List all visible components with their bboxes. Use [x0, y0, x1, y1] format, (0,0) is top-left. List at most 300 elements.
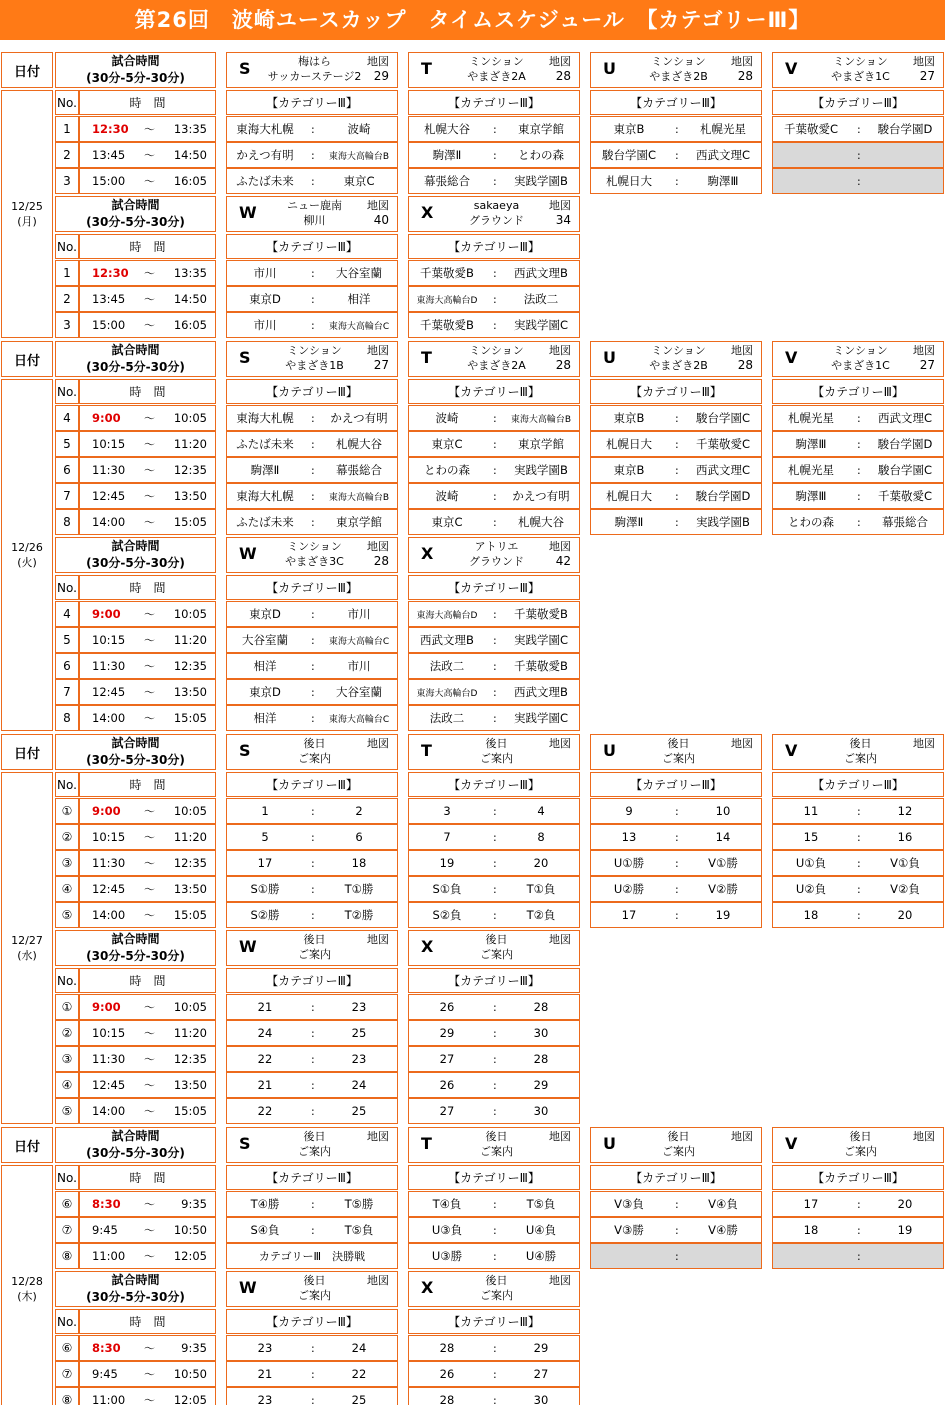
map-number: 28: [373, 554, 389, 568]
tilde: ～: [144, 712, 155, 725]
venue-letter: U: [603, 348, 616, 367]
colon: :: [675, 1249, 679, 1263]
start-time: 12:45: [92, 882, 126, 896]
map-label: 地図: [549, 199, 571, 212]
colon: :: [311, 685, 315, 699]
match-row: [408, 705, 580, 731]
team-home: 13: [621, 830, 637, 844]
start-time: 12:45: [92, 685, 126, 699]
team-away: 西武文理C: [695, 463, 751, 477]
map-number: 34: [555, 213, 571, 227]
venue-header: [226, 196, 398, 232]
tilde: ～: [144, 123, 155, 136]
match-row: [590, 457, 762, 483]
category-label: 【カテゴリーⅢ】: [590, 772, 762, 797]
match-number: 8: [55, 509, 79, 535]
team-away: 大谷室蘭: [336, 266, 382, 280]
team-away: 駿台学園D: [877, 437, 933, 451]
match-number: 6: [55, 653, 79, 679]
match-row: [226, 902, 398, 928]
end-time: 11:20: [173, 633, 207, 647]
no-header: No.: [55, 90, 79, 115]
match-row: [590, 1191, 762, 1217]
team-away: 28: [533, 1000, 549, 1014]
venue-field: ご案内: [480, 1145, 513, 1158]
match-number: ⑦: [55, 1217, 79, 1243]
end-time: 12:05: [173, 1393, 207, 1405]
team-home: 5: [261, 830, 269, 844]
team-away: 駿台学園D: [877, 122, 933, 136]
time-col-header: 時 間: [79, 1309, 216, 1334]
match-row: [408, 1046, 580, 1072]
time-range: [79, 312, 216, 338]
team-home: ふたば未来: [236, 437, 294, 451]
colon: :: [311, 659, 315, 673]
match-row: [772, 876, 944, 902]
match-number: ⑦: [55, 1361, 79, 1387]
match-row: [590, 509, 762, 535]
tilde: ～: [144, 805, 155, 818]
venue-name: 梅はら: [298, 55, 331, 68]
team-away: 東海大高輪台B: [328, 151, 390, 162]
match-number: ④: [55, 876, 79, 902]
venue-field: ご案内: [844, 1145, 877, 1158]
venue-letter: X: [421, 937, 434, 956]
map-label: 地図: [367, 540, 389, 553]
end-time: 10:50: [173, 1367, 207, 1381]
no-header: No.: [55, 1165, 79, 1190]
time-header-range: (30分-5分-30分): [86, 71, 185, 85]
team-away: 千葉敬愛B: [514, 659, 568, 673]
tilde: ～: [144, 1001, 155, 1014]
tilde: ～: [144, 1368, 155, 1381]
date-cell: [1, 90, 53, 338]
no-header: No.: [55, 968, 79, 993]
colon: :: [857, 804, 861, 818]
colon: :: [857, 437, 861, 451]
match-row: [772, 798, 944, 824]
map-label: 地図: [913, 1130, 935, 1143]
team-home: 7: [443, 830, 451, 844]
venue-name: 後日: [667, 1130, 690, 1143]
end-time: 10:05: [173, 411, 207, 425]
match-row: [408, 1072, 580, 1098]
colon: :: [493, 122, 497, 136]
time-range: [79, 457, 216, 483]
match-row: [590, 142, 762, 168]
match-row: [226, 116, 398, 142]
match-number: ⑥: [55, 1335, 79, 1361]
match-row: [226, 601, 398, 627]
colon: :: [493, 1341, 497, 1355]
team-home: 1: [261, 804, 269, 818]
tilde: ～: [144, 857, 155, 870]
tilde: ～: [144, 1105, 155, 1118]
team-home: とわの森: [424, 463, 470, 477]
map-label: 地図: [367, 933, 389, 946]
colon: :: [493, 1052, 497, 1066]
day-of-week: (木): [17, 1290, 37, 1303]
team-home: 相洋: [253, 711, 277, 725]
team-home: 11: [803, 804, 819, 818]
team-away: 12: [897, 804, 913, 818]
page-title: 第26回 波崎ユースカップ タイムスケジュール 【カテゴリーⅢ】: [0, 0, 945, 40]
venue-header: [408, 1271, 580, 1307]
time-range: [79, 483, 216, 509]
end-time: 9:35: [181, 1197, 207, 1211]
team-away: 札幌大谷: [518, 515, 564, 529]
venue-field: ご案内: [480, 948, 513, 961]
map-label: 地図: [367, 199, 389, 212]
team-away: 西武文理B: [514, 685, 568, 699]
colon: :: [493, 174, 497, 188]
start-time: 9:00: [92, 607, 121, 621]
colon: :: [311, 1052, 315, 1066]
time-range: [79, 1072, 216, 1098]
final-match: カテゴリーⅢ 決勝戦: [226, 1243, 398, 1269]
team-away: 実践学園B: [514, 463, 568, 477]
colon: :: [675, 489, 679, 503]
colon: :: [675, 908, 679, 922]
match-number: ④: [55, 1072, 79, 1098]
end-time: 13:50: [173, 1078, 207, 1092]
end-time: 11:20: [173, 1026, 207, 1040]
team-home: U③勝: [431, 1249, 463, 1263]
time-range: [79, 705, 216, 731]
venue-name: ミンション: [833, 55, 888, 68]
team-home: 3: [443, 804, 451, 818]
team-away: 実践学園B: [514, 174, 568, 188]
tilde: ～: [144, 686, 155, 699]
colon: :: [493, 607, 497, 621]
start-time: 14:00: [92, 908, 126, 922]
venue-name: 後日: [485, 737, 508, 750]
venue-letter: S: [239, 348, 251, 367]
time-range: [79, 1098, 216, 1124]
match-row: [226, 1335, 398, 1361]
team-away: とわの森: [518, 148, 564, 162]
date-cell: [1, 772, 53, 1124]
start-time: 10:15: [92, 633, 126, 647]
category-label: 【カテゴリーⅢ】: [772, 1165, 944, 1190]
team-away: 30: [533, 1026, 549, 1040]
venue-field: ご案内: [298, 1145, 331, 1158]
team-away: 20: [533, 856, 549, 870]
tilde: ～: [144, 1079, 155, 1092]
colon: :: [493, 1026, 497, 1040]
match-number: 3: [55, 168, 79, 194]
venue-letter: V: [785, 348, 798, 367]
tilde: ～: [144, 464, 155, 477]
team-home: 駒澤Ⅱ: [250, 463, 280, 477]
colon: :: [493, 659, 497, 673]
team-home: 26: [439, 1078, 455, 1092]
map-label: 地図: [367, 1130, 389, 1143]
colon: :: [493, 1367, 497, 1381]
colon: :: [857, 1197, 861, 1211]
match-number: 1: [55, 260, 79, 286]
venue-letter: V: [785, 1134, 798, 1153]
team-away: 25: [351, 1104, 367, 1118]
match-row: [590, 902, 762, 928]
team-home: 東京B: [613, 463, 645, 477]
colon: :: [493, 411, 497, 425]
map-label: 地図: [549, 1130, 571, 1143]
venue-field: やまざき2A: [467, 70, 526, 83]
colon: :: [493, 318, 497, 332]
tilde: ～: [144, 438, 155, 451]
empty-match: [590, 1243, 762, 1269]
time-range: [79, 142, 216, 168]
tilde: ～: [144, 516, 155, 529]
team-away: 19: [897, 1223, 913, 1237]
colon: :: [857, 1249, 861, 1263]
team-away: T①負: [526, 882, 556, 896]
no-header: No.: [55, 1309, 79, 1334]
match-row: [772, 902, 944, 928]
time-header: [55, 1271, 216, 1307]
time-range: [79, 260, 216, 286]
team-home: S①負: [432, 882, 462, 896]
map-number: 27: [373, 358, 389, 372]
venue-header: [590, 734, 762, 770]
venue-field: ご案内: [662, 1145, 695, 1158]
colon: :: [311, 607, 315, 621]
match-row: [408, 601, 580, 627]
start-time: 10:15: [92, 1026, 126, 1040]
tilde: ～: [144, 1053, 155, 1066]
team-away: かえつ有明: [512, 489, 570, 503]
team-away: 東海大高輪台C: [328, 636, 390, 647]
end-time: 11:20: [173, 437, 207, 451]
venue-header: [590, 341, 762, 377]
team-away: 28: [533, 1052, 549, 1066]
team-away: 西武文理B: [514, 266, 568, 280]
match-row: [408, 798, 580, 824]
team-home: 18: [803, 1223, 819, 1237]
start-time: 11:30: [92, 463, 126, 477]
match-number: ⑤: [55, 1098, 79, 1124]
map-number: 28: [555, 69, 571, 83]
venue-header: [226, 1271, 398, 1307]
team-away: 実践学園C: [513, 633, 569, 647]
team-home: 駒澤Ⅲ: [795, 437, 827, 451]
colon: :: [857, 515, 861, 529]
team-home: 21: [257, 1000, 273, 1014]
colon: :: [493, 711, 497, 725]
match-row: [590, 850, 762, 876]
team-home: 駒澤Ⅱ: [432, 148, 462, 162]
colon: :: [311, 515, 315, 529]
colon: :: [675, 463, 679, 477]
colon: :: [493, 148, 497, 162]
end-time: 16:05: [173, 174, 207, 188]
tilde: ～: [144, 267, 155, 280]
time-range: [79, 1191, 216, 1217]
match-row: [226, 260, 398, 286]
date-cell: [1, 1165, 53, 1405]
map-label: 地図: [367, 55, 389, 68]
category-label: 【カテゴリーⅢ】: [226, 772, 398, 797]
empty-match: [772, 168, 944, 194]
no-header: No.: [55, 379, 79, 404]
match-row: [408, 431, 580, 457]
time-header: [55, 196, 216, 232]
tilde: ～: [144, 831, 155, 844]
time-col-header: 時 間: [79, 575, 216, 600]
team-home: 22: [257, 1104, 273, 1118]
time-header: [55, 1127, 216, 1163]
team-away: 西武文理C: [877, 411, 933, 425]
venue-field: ご案内: [480, 1289, 513, 1302]
team-away: 29: [533, 1341, 549, 1355]
team-home: 駿台学園C: [601, 148, 657, 162]
match-row: [226, 168, 398, 194]
start-time: 13:45: [92, 292, 126, 306]
colon: :: [675, 856, 679, 870]
start-time: 11:00: [92, 1393, 126, 1405]
match-row: [408, 1361, 580, 1387]
team-away: 駿台学園C: [695, 411, 751, 425]
map-number: 42: [555, 554, 571, 568]
match-row: [226, 876, 398, 902]
time-range: [79, 1243, 216, 1269]
team-home: 27: [439, 1052, 455, 1066]
venue-field: ご案内: [480, 752, 513, 765]
category-label: 【カテゴリーⅢ】: [772, 379, 944, 404]
team-away: 20: [897, 1197, 913, 1211]
time-range: [79, 627, 216, 653]
team-home: U②勝: [613, 882, 645, 896]
no-header: No.: [55, 772, 79, 797]
venue-name: sakaeya: [473, 199, 520, 212]
time-header: [55, 341, 216, 377]
category-label: 【カテゴリーⅢ】: [226, 234, 398, 259]
colon: :: [311, 411, 315, 425]
match-row: [226, 1098, 398, 1124]
venue-letter: W: [239, 937, 257, 956]
tilde: ～: [144, 293, 155, 306]
team-away: 市川: [347, 607, 371, 621]
colon: :: [675, 830, 679, 844]
colon: :: [311, 437, 315, 451]
colon: :: [311, 122, 315, 136]
match-row: [408, 902, 580, 928]
colon: :: [857, 856, 861, 870]
match-number: 2: [55, 286, 79, 312]
category-label: 【カテゴリーⅢ】: [408, 575, 580, 600]
tilde: ～: [144, 1027, 155, 1040]
team-home: T④勝: [250, 1197, 280, 1211]
team-away: 20: [897, 908, 913, 922]
end-time: 15:05: [173, 515, 207, 529]
team-home: 27: [439, 1104, 455, 1118]
team-away: 25: [351, 1026, 367, 1040]
time-header-range: (30分-5分-30分): [86, 753, 185, 767]
colon: :: [311, 174, 315, 188]
match-row: [226, 509, 398, 535]
time-range: [79, 1217, 216, 1243]
category-label: 【カテゴリーⅢ】: [226, 1165, 398, 1190]
end-time: 13:50: [173, 685, 207, 699]
team-away: 市川: [347, 659, 371, 673]
end-time: 10:05: [173, 607, 207, 621]
end-time: 12:35: [173, 659, 207, 673]
colon: :: [493, 1104, 497, 1118]
end-time: 12:05: [173, 1249, 207, 1263]
match-row: [408, 457, 580, 483]
start-time: 11:30: [92, 1052, 126, 1066]
team-home: 駒澤Ⅱ: [614, 515, 644, 529]
end-time: 15:05: [173, 908, 207, 922]
time-range: [79, 994, 216, 1020]
team-away: 24: [351, 1341, 367, 1355]
start-time: 12:30: [92, 266, 129, 280]
team-home: 東京B: [613, 411, 645, 425]
time-col-header: 時 間: [79, 90, 216, 115]
team-away: 東京学館: [336, 515, 382, 529]
team-away: 札幌光星: [700, 122, 746, 136]
match-row: [590, 876, 762, 902]
colon: :: [675, 515, 679, 529]
venue-field: やまざき3C: [285, 555, 344, 568]
colon: :: [311, 489, 315, 503]
team-home: 18: [803, 908, 819, 922]
team-away: 22: [351, 1367, 367, 1381]
team-away: 東京学館: [518, 122, 564, 136]
colon: :: [857, 489, 861, 503]
team-home: 東海大高輪台D: [416, 610, 478, 621]
venue-header: [772, 52, 944, 88]
venue-header: [226, 734, 398, 770]
venue-field: グラウンド: [469, 555, 524, 568]
colon: :: [311, 148, 315, 162]
match-row: [226, 705, 398, 731]
venue-name: 後日: [303, 737, 326, 750]
start-time: 11:00: [92, 1249, 126, 1263]
time-header-range: (30分-5分-30分): [86, 1290, 185, 1304]
team-away: V②勝: [708, 882, 738, 896]
match-row: [408, 1243, 580, 1269]
date-header: 日付: [1, 52, 53, 88]
team-home: 法政二: [429, 659, 465, 673]
venue-letter: V: [785, 59, 798, 78]
empty-match: [772, 1243, 944, 1269]
venue-header: [590, 52, 762, 88]
colon: :: [675, 1197, 679, 1211]
category-label: 【カテゴリーⅢ】: [408, 379, 580, 404]
start-time: 12:30: [92, 122, 129, 136]
time-range: [79, 902, 216, 928]
category-label: 【カテゴリーⅢ】: [226, 968, 398, 993]
team-home: U②負: [795, 882, 827, 896]
tilde: ～: [144, 490, 155, 503]
match-row: [408, 405, 580, 431]
map-label: 地図: [731, 344, 753, 357]
colon: :: [857, 122, 861, 136]
colon: :: [857, 148, 861, 162]
team-away: 24: [351, 1078, 367, 1092]
colon: :: [857, 908, 861, 922]
venue-name: ミンション: [651, 344, 706, 357]
match-row: [226, 142, 398, 168]
team-away: 実践学園C: [513, 318, 569, 332]
start-time: 12:45: [92, 1078, 126, 1092]
venue-field: ご案内: [844, 752, 877, 765]
match-number: 7: [55, 679, 79, 705]
match-row: [590, 431, 762, 457]
match-number: ⑧: [55, 1387, 79, 1405]
